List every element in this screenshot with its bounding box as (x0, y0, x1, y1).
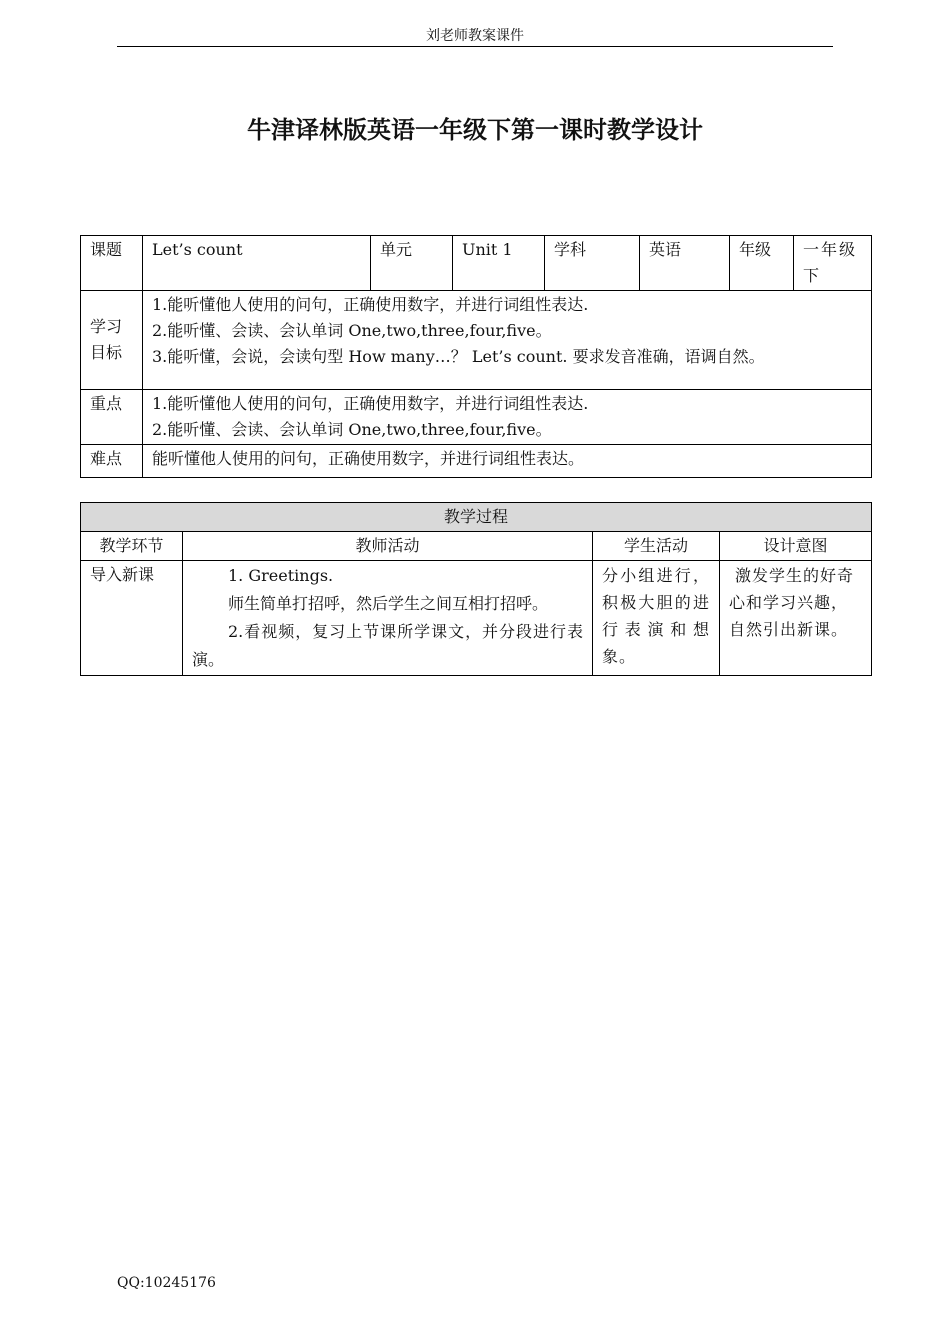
header-design-intent: 设计意图 (720, 532, 872, 561)
topic-value: Let’s count (143, 236, 371, 291)
teacher-activity-item: 1. Greetings. (228, 566, 334, 585)
stage-cell: 导入新课 (81, 561, 183, 676)
difficulty-value: 能听懂他人使用的问句，正确使用数字，并进行词组性表达。 (143, 445, 872, 478)
subject-value: 英语 (640, 236, 730, 291)
objective-item: 2.能听懂、会读、会认单词 One,two,three,four,five。 (152, 321, 552, 340)
header-student-activity: 学生活动 (593, 532, 720, 561)
header-stage: 教学环节 (81, 532, 183, 561)
teacher-activity-item: 师生简单打招呼，然后学生之间互相打招呼。 (228, 594, 549, 613)
key-point-item: 1.能听懂他人使用的问句，正确使用数字，并进行词组性表达. (152, 394, 589, 413)
objectives-cell (143, 291, 872, 390)
student-activity-cell: 分小组进行，积极大胆的进行表演和想象。 (593, 561, 720, 676)
grade-label: 年级 (730, 236, 794, 291)
key-points-cell (143, 390, 872, 445)
objective-item: 1.能听懂他人使用的问句，正确使用数字，并进行词组性表达. (152, 295, 589, 314)
process-title: 教学过程 (81, 503, 872, 532)
subject-label: 学科 (545, 236, 640, 291)
key-point-item: 2.能听懂、会读、会认单词 One,two,three,four,five。 (152, 420, 552, 439)
lesson-info-table (80, 235, 872, 478)
header-teacher-activity: 教师活动 (183, 532, 593, 561)
document-title: 牛津译林版英语一年级下第一课时教学设计 (247, 116, 703, 144)
teacher-activity-cell (183, 561, 593, 676)
key-points-label: 重点 (81, 390, 143, 445)
objective-item: 3.能听懂，会说，会读句型 How many…？ Let’s count. 要求发音准确，语调自然。 (152, 347, 765, 366)
unit-label: 单元 (371, 236, 453, 291)
page-header: 刘老师教案课件 (117, 26, 833, 47)
objectives-label: 学习目标 (81, 291, 143, 390)
difficulty-label: 难点 (81, 445, 143, 478)
footer-qq: QQ:10245176 (117, 1275, 216, 1291)
design-intent-cell: 激发学生的好奇心和学习兴趣，自然引出新课。 (720, 561, 872, 676)
teaching-process-table (80, 502, 872, 676)
topic-label: 课题 (81, 236, 143, 291)
table-row (81, 561, 872, 676)
teacher-activity-item: 2.看视频，复习上节课所学课文，并分段进行表演。 (192, 622, 583, 669)
grade-value: 一年级下 (794, 236, 872, 291)
unit-value: Unit 1 (453, 236, 545, 291)
